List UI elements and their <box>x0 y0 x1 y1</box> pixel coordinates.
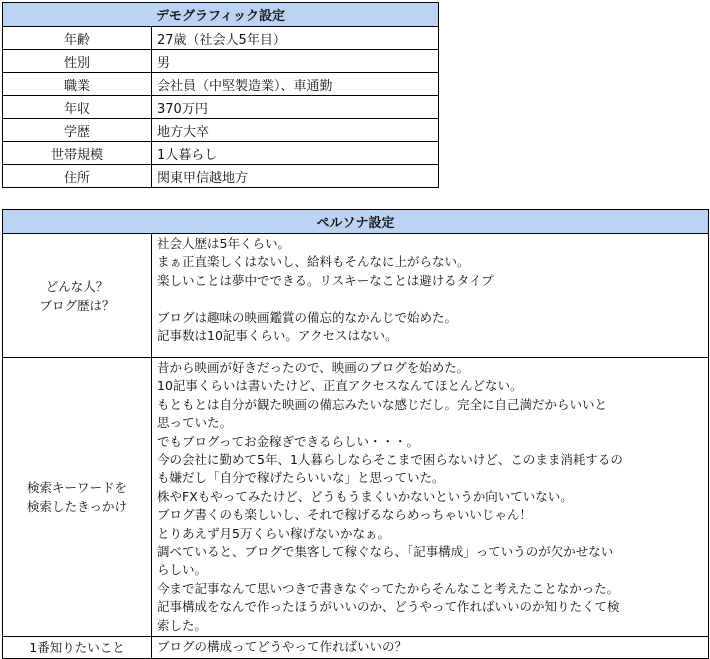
persona-content-line: 株やFXもやってみたけど、どうもうまくいかないというか向いていない。 <box>157 488 573 504</box>
demographic-value: 会社員（中堅製造業）、車通勤 <box>152 73 439 96</box>
persona-content-line: 記事構成をなんで作ったほうがいいのか、どうやって作ればいいのか知りたくて検 <box>157 599 620 615</box>
persona-content-line: も嫌だし「自分で稼げたらいいな」と思っていた。 <box>157 470 445 486</box>
demographic-value: 関東甲信越地方 <box>152 165 439 188</box>
demographic-label: 年収 <box>3 96 152 119</box>
demographic-label: 職業 <box>3 73 152 96</box>
demographic-body <box>3 27 439 188</box>
persona-label-line: ブログ歴は？ <box>39 297 115 313</box>
demographic-row-income <box>3 96 439 119</box>
persona-content-line: 今まで記事なんて思いつきで書きなぐってたからそんなこと考えたことなかった。 <box>157 580 620 596</box>
demographic-table <box>2 2 439 188</box>
persona-content-line: 楽しいことは夢中でできる。リスキーなことは避けるタイプ <box>157 272 494 288</box>
demographic-title: デモグラフィック設定 <box>3 3 439 27</box>
persona-label-line: 検索したきっかけ <box>26 499 127 515</box>
persona-content-line: 思っていた。 <box>157 415 233 431</box>
demographic-value: 地方大卒 <box>152 119 439 142</box>
persona-content-line: らしい。 <box>157 562 208 578</box>
persona-content-line: とりあえず月5万くらい稼げないかなぁ。 <box>157 525 390 541</box>
persona-label <box>3 234 152 358</box>
demographic-header-row <box>3 3 439 27</box>
demographic-label: 世帯規模 <box>3 142 152 165</box>
persona-content-spacer <box>157 290 704 308</box>
persona-content-line: ブログ書くのも楽しいし、それで稼げるならめっちゃいいじゃん！ <box>157 507 532 523</box>
persona-label <box>3 637 152 658</box>
persona-content-line: まぁ正直楽しくはないし、給料もそんなに上がらない。 <box>157 254 470 270</box>
persona-content-line: ブログは趣味の映画鑑賞の備忘的なかんじで始めた。 <box>157 309 458 325</box>
persona-header-row <box>3 210 709 234</box>
demographic-label: 学歴 <box>3 119 152 142</box>
persona-content-line: 昔から映画が好きだったので、映画のブログを始めた。 <box>157 360 470 375</box>
persona-row-most-wanted <box>3 637 709 658</box>
persona-content <box>152 234 709 358</box>
demographic-row-household <box>3 142 439 165</box>
demographic-value: 27歳（社会人5年目） <box>152 27 439 50</box>
persona-title: ペルソナ設定 <box>3 210 709 234</box>
persona-content-line: 社会人歴は5年くらい。 <box>157 236 290 251</box>
persona-body <box>3 234 709 659</box>
persona-content-line: 今の会社に勤めて5年、1人暮らしならそこまで困らないけど、このまま消耗するの <box>157 452 623 468</box>
persona-content-line: もともとは自分が観た映画の備忘みたいな感じだし。完全に自己満だからいいと <box>157 396 608 412</box>
demographic-label: 住所 <box>3 165 152 188</box>
persona-label-line: 1番知りたいこと <box>29 639 125 655</box>
persona-content <box>152 637 709 658</box>
persona-label <box>3 358 152 637</box>
demographic-row-age <box>3 27 439 50</box>
persona-content-line: 記事数は10記事くらい。アクセスはない。 <box>157 328 398 344</box>
persona-content-line: ブログの構成ってどうやって作ればいいの？ <box>157 639 408 655</box>
persona-content <box>152 358 709 637</box>
demographic-label: 性別 <box>3 50 152 73</box>
persona-content-line: 索した。 <box>157 617 208 633</box>
persona-content-line: でもブログってお金稼ぎできるらしい・・・。 <box>157 433 420 449</box>
persona-label-line: どんな人？ <box>45 278 109 294</box>
demographic-row-address <box>3 165 439 188</box>
persona-label-line: 検索キーワードを <box>26 480 127 496</box>
demographic-row-education <box>3 119 439 142</box>
persona-row-trigger <box>3 358 709 637</box>
persona-table <box>2 209 709 659</box>
demographic-value: 男 <box>152 50 439 73</box>
demographic-value: 1人暮らし <box>152 142 439 165</box>
demographic-label: 年齢 <box>3 27 152 50</box>
persona-row-profile <box>3 234 709 358</box>
persona-content-line: 10記事くらいは書いたけど、正直アクセスなんてほとんどない。 <box>157 378 523 394</box>
demographic-value: 370万円 <box>152 96 439 119</box>
demographic-row-gender <box>3 50 439 73</box>
persona-content-line: 調べていると、ブログで集客して稼ぐなら、「記事構成」っていうのが欠かせない <box>157 544 614 560</box>
demographic-row-occupation <box>3 73 439 96</box>
